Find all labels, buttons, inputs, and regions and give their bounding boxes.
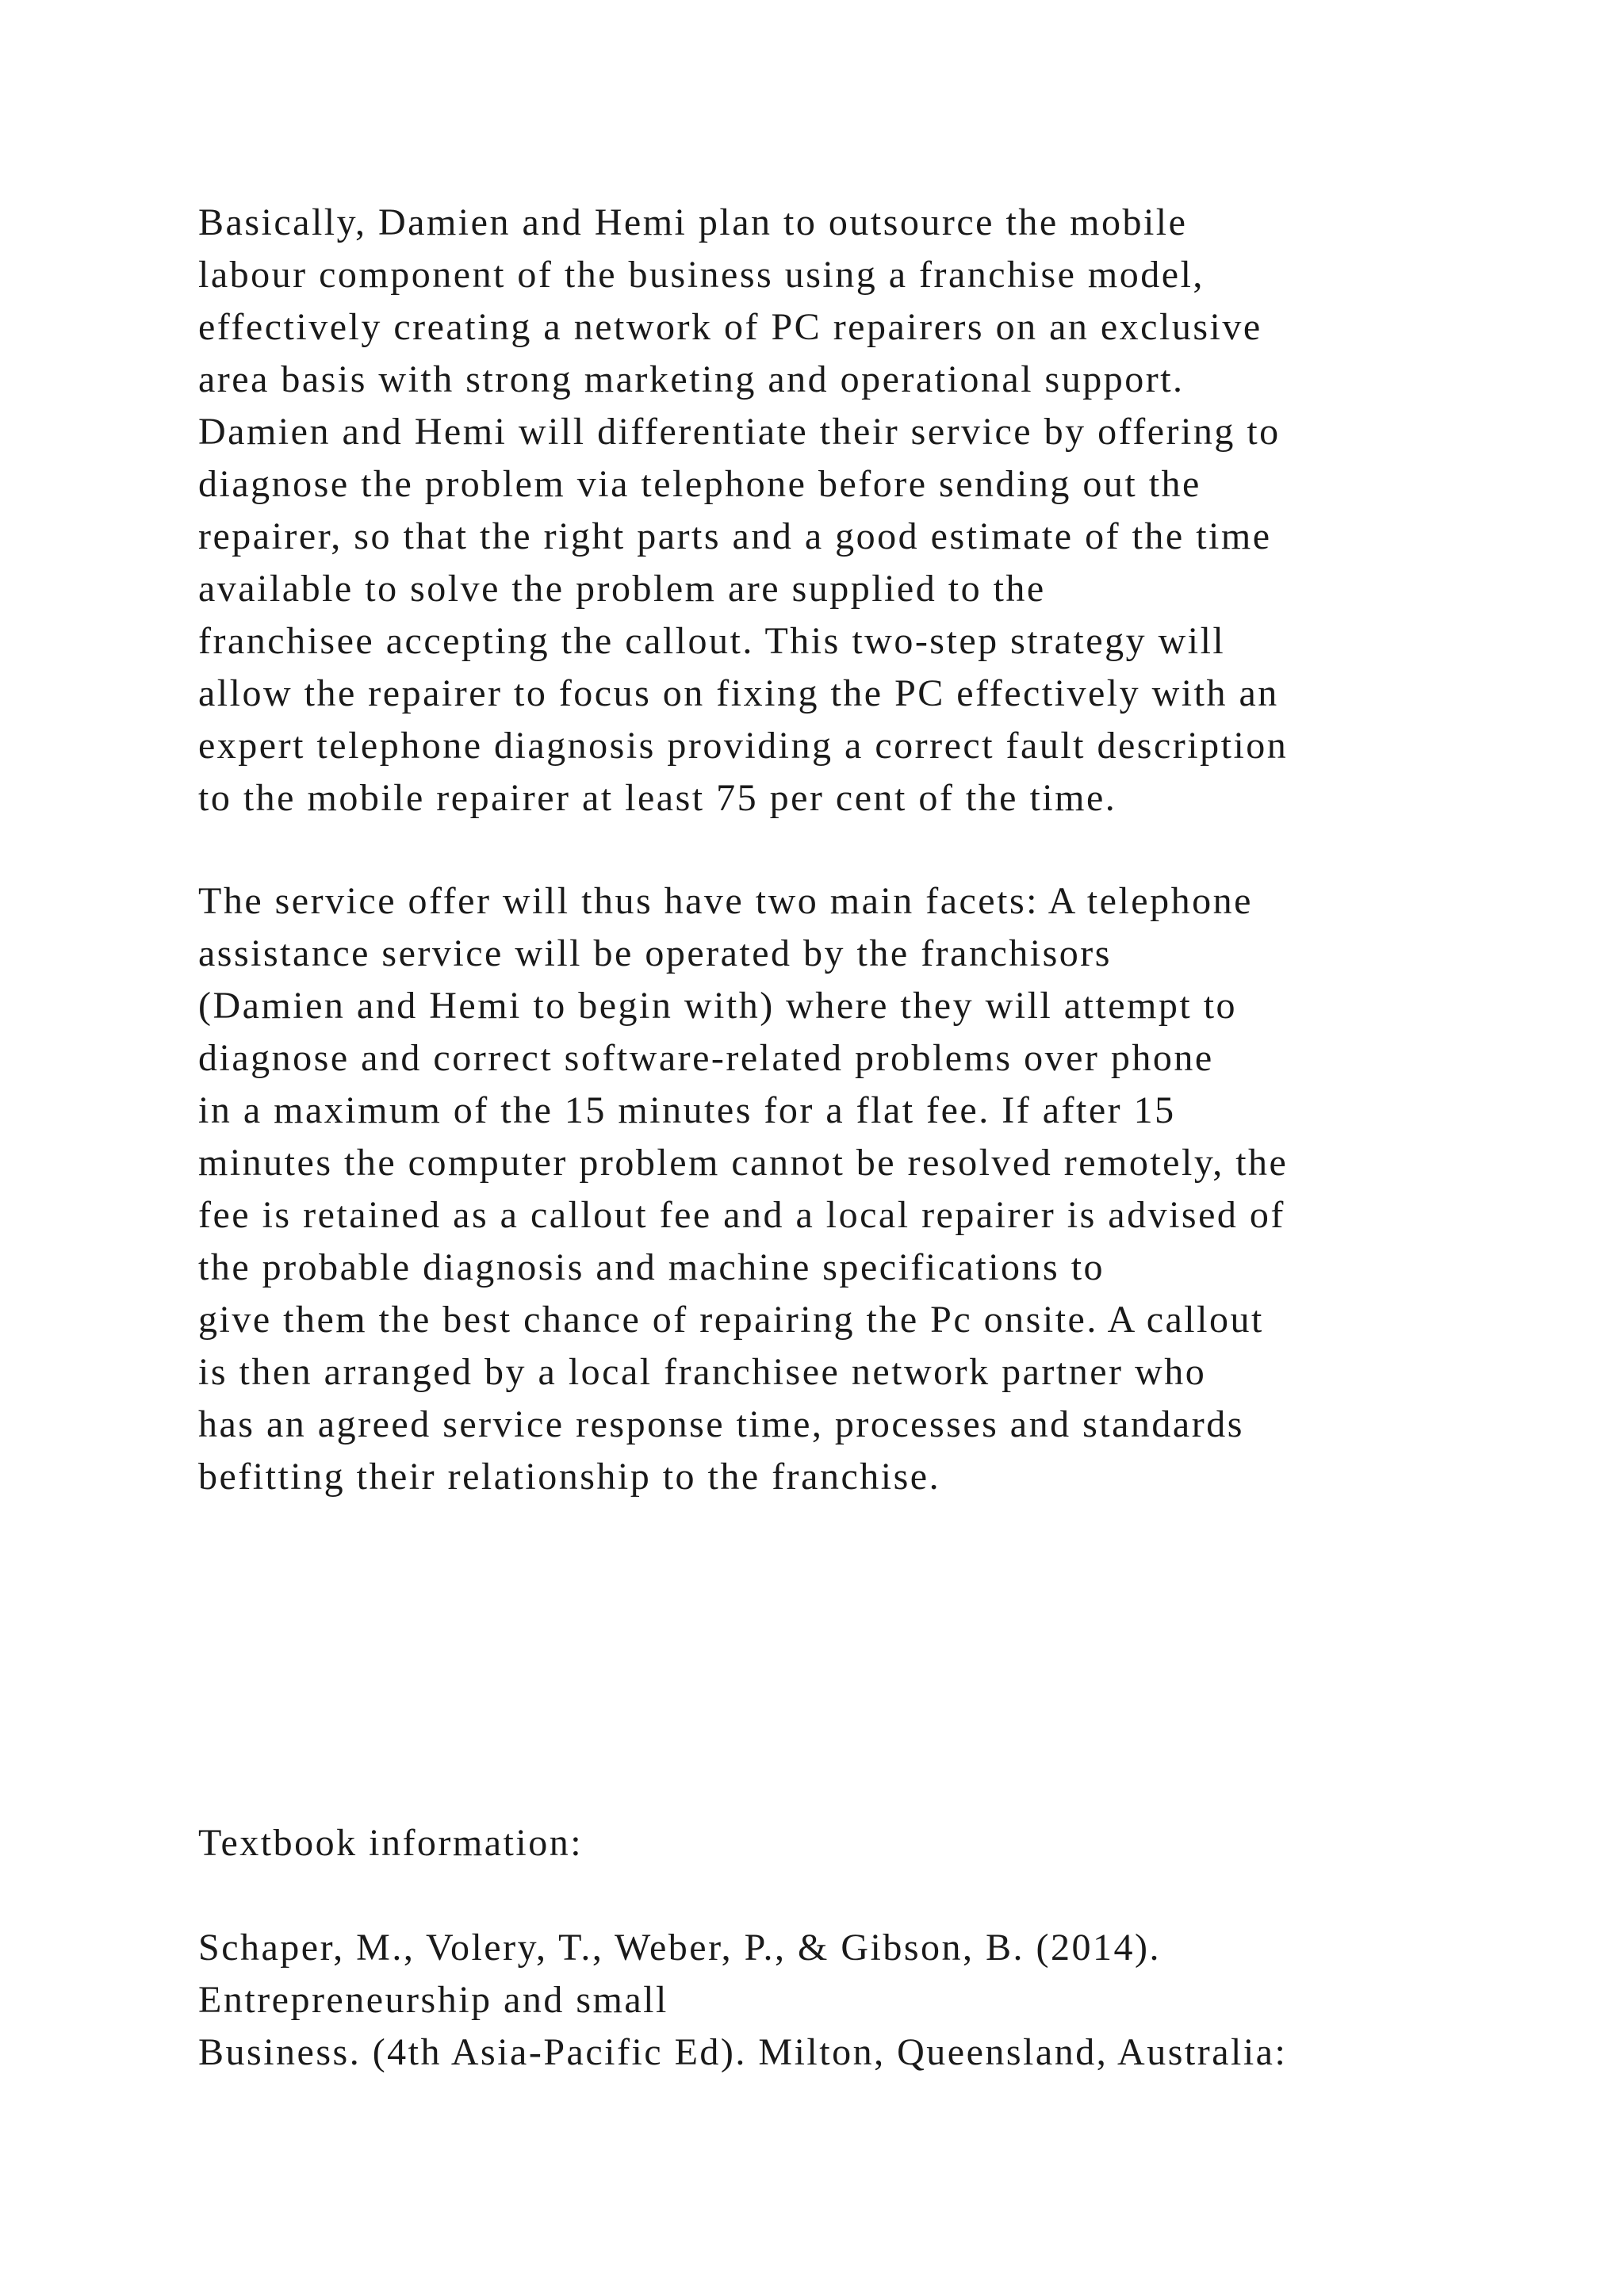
paragraph-service-offer xyxy=(198,875,1562,1503)
citation-line: Entrepreneurship and small xyxy=(198,1979,668,2021)
text-line: repairer, so that the right parts and a good estimate of the time xyxy=(198,515,1272,557)
text-line: diagnose the problem via telephone before sending out the xyxy=(198,463,1201,505)
text-line: minutes the computer problem cannot be resolved remotely, the xyxy=(198,1142,1289,1184)
text-line: The service offer will thus have two main facets: A telephone xyxy=(198,880,1253,922)
text-line: labour component of the business using a franchise model, xyxy=(198,254,1205,296)
textbook-reference-section xyxy=(198,1817,1562,2079)
spacer xyxy=(198,1869,1562,1922)
text-line: expert telephone diagnosis providing a correct fault description xyxy=(198,725,1289,767)
text-line: Basically, Damien and Hemi plan to outsource the mobile xyxy=(198,201,1188,243)
text-line: franchisee accepting the callout. This two-step strategy will xyxy=(198,620,1226,662)
text-line: effectively creating a network of PC repairers on an exclusive xyxy=(198,306,1262,348)
text-line: allow the repairer to focus on fixing the PC effectively with an xyxy=(198,672,1279,714)
text-line: the probable diagnosis and machine specifications to xyxy=(198,1246,1105,1288)
text-line: (Damien and Hemi to begin with) where they will attempt to xyxy=(198,985,1238,1027)
text-line: to the mobile repairer at least 75 per cent of the time. xyxy=(198,777,1117,819)
text-line: has an agreed service response time, processes and standards xyxy=(198,1403,1244,1445)
text-line: fee is retained as a callout fee and a local repairer is advised of xyxy=(198,1194,1285,1236)
paragraph-business-model xyxy=(198,197,1562,825)
text-line: in a maximum of the 15 minutes for a flat fee. If after 15 xyxy=(198,1089,1176,1131)
text-line: available to solve the problem are supplied to the xyxy=(198,568,1046,610)
text-line: assistance service will be operated by the franchisors xyxy=(198,932,1112,974)
text-line: is then arranged by a local franchisee network partner who xyxy=(198,1351,1207,1393)
text-line: Damien and Hemi will differentiate their service by offering to xyxy=(198,411,1281,453)
text-line: area basis with strong marketing and operational support. xyxy=(198,358,1185,400)
citation-line: Business. (4th Asia-Pacific Ed). Milton, Queensland, Australia: xyxy=(198,2031,1288,2073)
text-line: diagnose and correct software-related problems over phone xyxy=(198,1037,1214,1079)
citation-line: Schaper, M., Volery, T., Weber, P., & Gibson, B. (2014). xyxy=(198,1927,1161,1969)
text-line: befitting their relationship to the franchise. xyxy=(198,1456,941,1498)
text-line: give them the best chance of repairing the Pc onsite. A callout xyxy=(198,1299,1264,1341)
textbook-heading: Textbook information: xyxy=(198,1822,584,1864)
